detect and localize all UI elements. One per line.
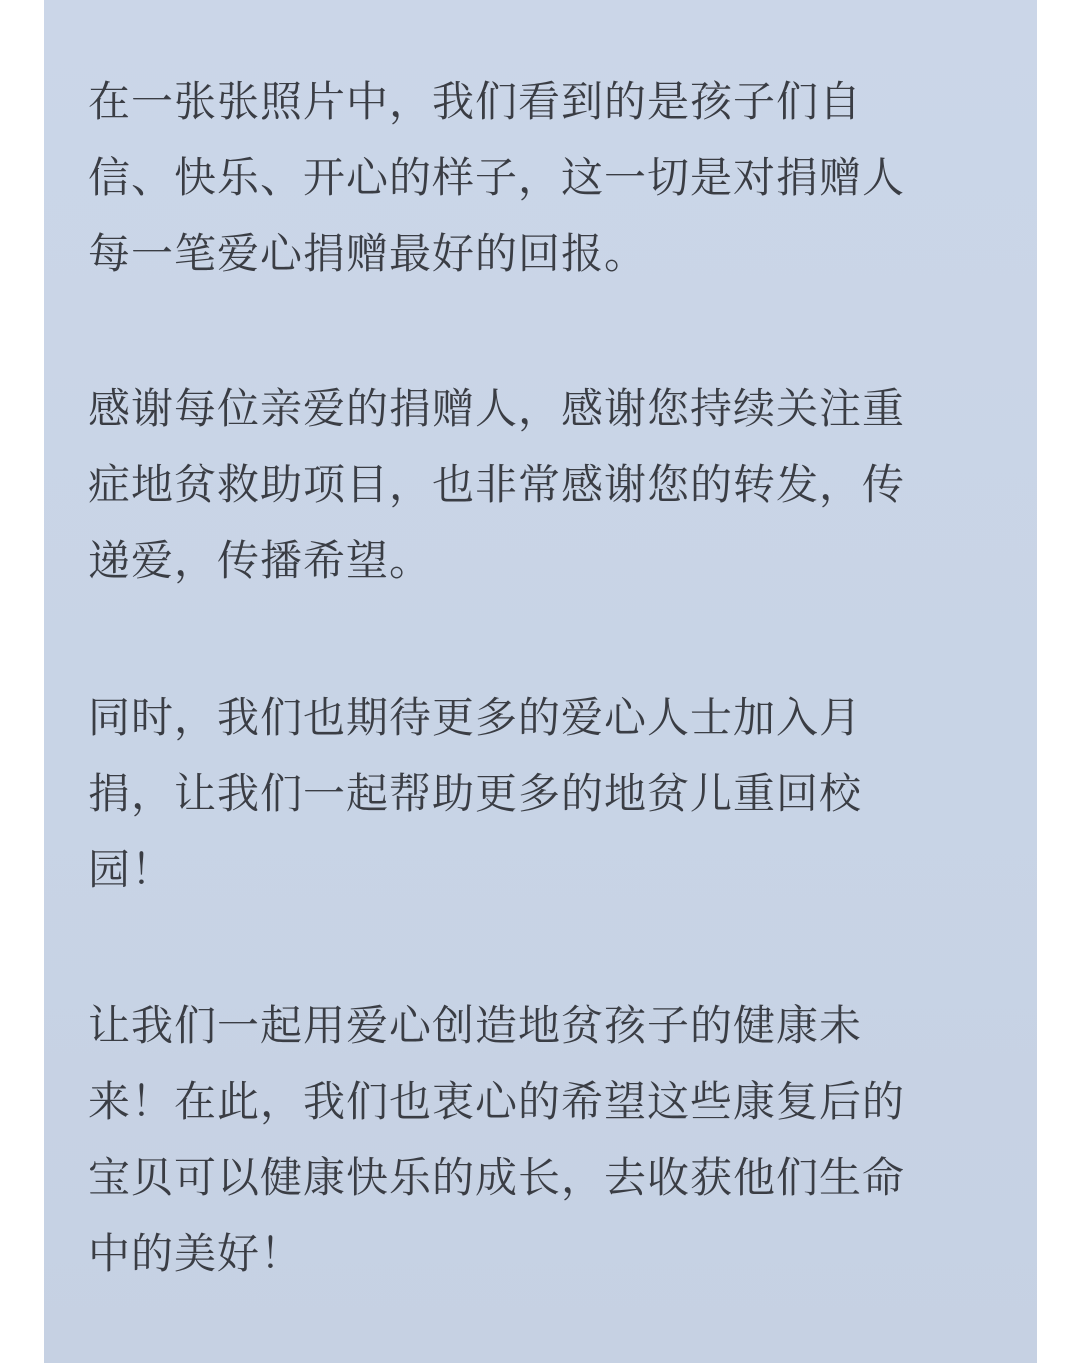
paragraph-line: 宝贝可以健康快乐的成长，去收获他们生命 xyxy=(88,1153,906,1202)
paragraph-photos-thanks xyxy=(88,64,988,292)
paragraph-line: 中的美好！ xyxy=(88,1229,304,1278)
paragraph-line: 园！ xyxy=(88,845,175,894)
paragraph-line: 症地贫救助项目，也非常感谢您的转发，传 xyxy=(88,460,906,509)
paragraph-line: 同时，我们也期待更多的爱心人士加入月 xyxy=(88,693,863,742)
paragraph-healthy-future xyxy=(88,988,988,1292)
paragraph-donor-thanks xyxy=(88,371,988,599)
paragraph-line: 在一张张照片中，我们看到的是孩子们自 xyxy=(88,77,863,126)
paragraph-monthly-donation xyxy=(88,680,988,908)
paragraph-line: 感谢每位亲爱的捐赠人，感谢您持续关注重 xyxy=(88,384,906,433)
paragraph-line: 递爱，传播希望。 xyxy=(88,536,433,585)
paragraph-line: 每一笔爱心捐赠最好的回报。 xyxy=(88,229,648,278)
paragraph-line: 捐，让我们一起帮助更多的地贫儿重回校 xyxy=(88,769,863,818)
paragraph-line: 信、快乐、开心的样子，这一切是对捐赠人 xyxy=(88,153,906,202)
paragraph-line: 来！在此，我们也衷心的希望这些康复后的 xyxy=(88,1077,906,1126)
paragraph-line: 让我们一起用爱心创造地贫孩子的健康未 xyxy=(88,1001,863,1050)
